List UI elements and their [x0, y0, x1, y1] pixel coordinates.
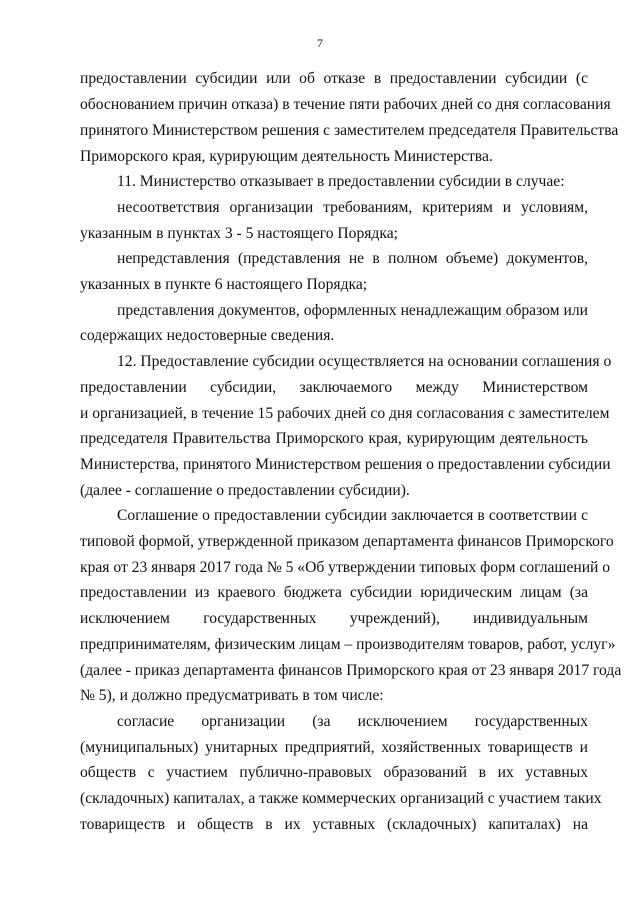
text-line: и организацией, в течение 15 рабочих дней со дня согласования с заместителем: [80, 405, 610, 422]
text-line: (далее - приказ департамента финансов Приморского края от 23 января 2017 года: [80, 662, 622, 679]
text-line: указанных в пункте 6 настоящего Порядка;: [80, 276, 368, 293]
text-line: Приморского края, курирующим деятельность Министерства.: [80, 148, 493, 165]
text-line: (далее - соглашение о предоставлении субсидии).: [80, 482, 410, 499]
text-line: Министерства, принятого Министерством решения о предоставлении субсидии: [80, 456, 611, 473]
text-line: Соглашение о предоставлении субсидии заключается в соответствии с: [117, 507, 588, 524]
text-line: предоставлении субсидии, заключаемого между Министерством: [80, 379, 588, 396]
text-line: указанным в пунктах 3 - 5 настоящего Порядка;: [80, 225, 398, 242]
text-line: содержащих недостоверные сведения.: [80, 327, 335, 344]
text-line: типовой формой, утвержденной приказом департамента финансов Приморского: [80, 533, 614, 550]
text-line: согласие организации (за исключением государственных: [117, 713, 588, 730]
text-line: обоснованием причин отказа) в течение пяти рабочих дней со дня согласования: [80, 96, 611, 113]
text-line: исключением государственных учреждений), индивидуальным: [80, 610, 588, 627]
text-line: 11. Министерство отказывает в предоставлении субсидии в случае:: [117, 173, 565, 190]
text-line: председателя Правительства Приморского края, курирующим деятельность: [80, 430, 588, 447]
text-line: предпринимателям, физическим лицам – производителям товаров, работ, услуг»: [80, 636, 616, 653]
text-line: (муниципальных) унитарных предприятий, хозяйственных товариществ и: [80, 739, 588, 756]
text-line: края от 23 января 2017 года № 5 «Об утверждении типовых форм соглашений о: [80, 559, 611, 576]
text-line: обществ с участием публично-правовых образований в их уставных: [80, 764, 588, 781]
text-line: товариществ и обществ в их уставных (складочных) капиталах) на: [80, 816, 588, 833]
text-line: № 5), и должно предусматривать в том числе:: [80, 687, 384, 704]
text-line: несоответствия организации требованиям, критериям и условиям,: [117, 199, 588, 216]
text-line: (складочных) капиталах, а также коммерческих организаций с участием таких: [80, 790, 602, 807]
text-line: предоставлении субсидии или об отказе в предоставлении субсидии (с: [80, 70, 588, 87]
text-line: предоставлении из краевого бюджета субсидии юридическим лицам (за: [80, 584, 588, 601]
text-line: принятого Министерством решения с заместителем председателя Правительства: [80, 122, 619, 139]
text-line: представления документов, оформленных ненадлежащим образом или: [117, 302, 588, 319]
page-number: 7: [317, 36, 323, 50]
text-line: 12. Предоставление субсидии осуществляется на основании соглашения о: [117, 353, 612, 370]
text-line: непредставления (представления не в полном объеме) документов,: [117, 250, 588, 267]
